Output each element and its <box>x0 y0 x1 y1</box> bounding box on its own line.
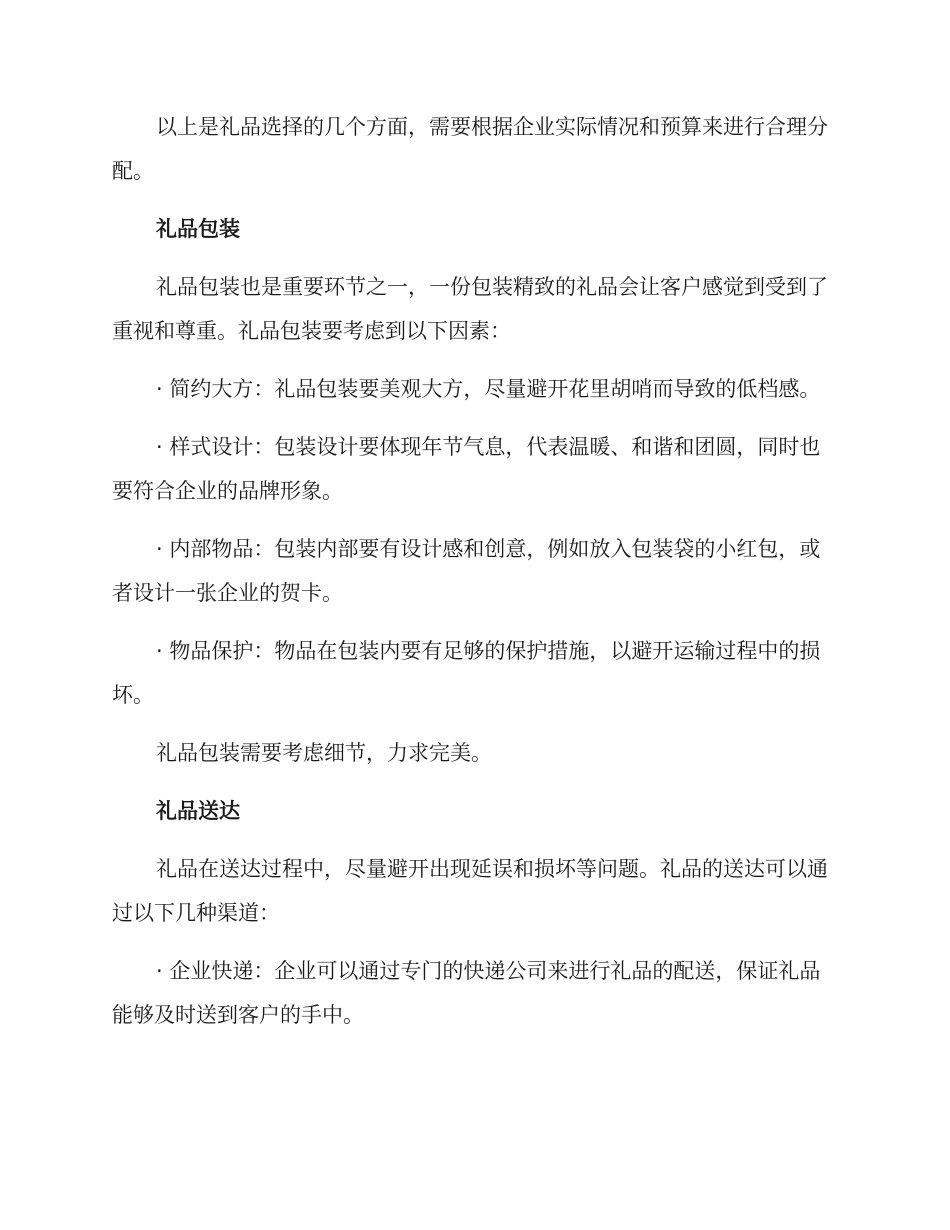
section-heading-packaging: 礼品包装 <box>156 217 240 241</box>
bullet-item-inner-items: · 内部物品：包装内部要有设计感和创意，例如放入包装袋的小红包，或者设计一张企业的贺卡。 <box>112 537 821 605</box>
paragraph-packaging-conclusion: 礼品包装需要考虑细节，力求完美。 <box>156 741 492 765</box>
bullet-item-express: · 企业快递：企业可以通过专门的快递公司来进行礼品的配送，保证礼品能够及时送到客户的手中。 <box>112 959 821 1027</box>
bullet-item-protection: · 物品保护：物品在包装内要有足够的保护措施，以避开运输过程中的损坏。 <box>112 639 821 707</box>
document-page <box>112 105 832 1051</box>
bullet-item-simple: · 简约大方：礼品包装要美观大方，尽量避开花里胡哨而导致的低档感。 <box>156 377 821 401</box>
paragraph-delivery-intro: 礼品在送达过程中，尽量避开出现延误和损坏等问题。礼品的送达可以通过以下几种渠道： <box>112 857 828 925</box>
paragraph-packaging-intro: 礼品包装也是重要环节之一，一份包装精致的礼品会让客户感觉到受到了重视和尊重。礼品包装要考虑到以下因素： <box>112 275 828 343</box>
section-heading-delivery: 礼品送达 <box>156 799 240 823</box>
bullet-item-style-design: · 样式设计：包装设计要体现年节气息，代表温暖、和谐和团圆，同时也要符合企业的品牌形象。 <box>112 435 821 503</box>
paragraph-summary: 以上是礼品选择的几个方面，需要根据企业实际情况和预算来进行合理分配。 <box>112 115 828 183</box>
